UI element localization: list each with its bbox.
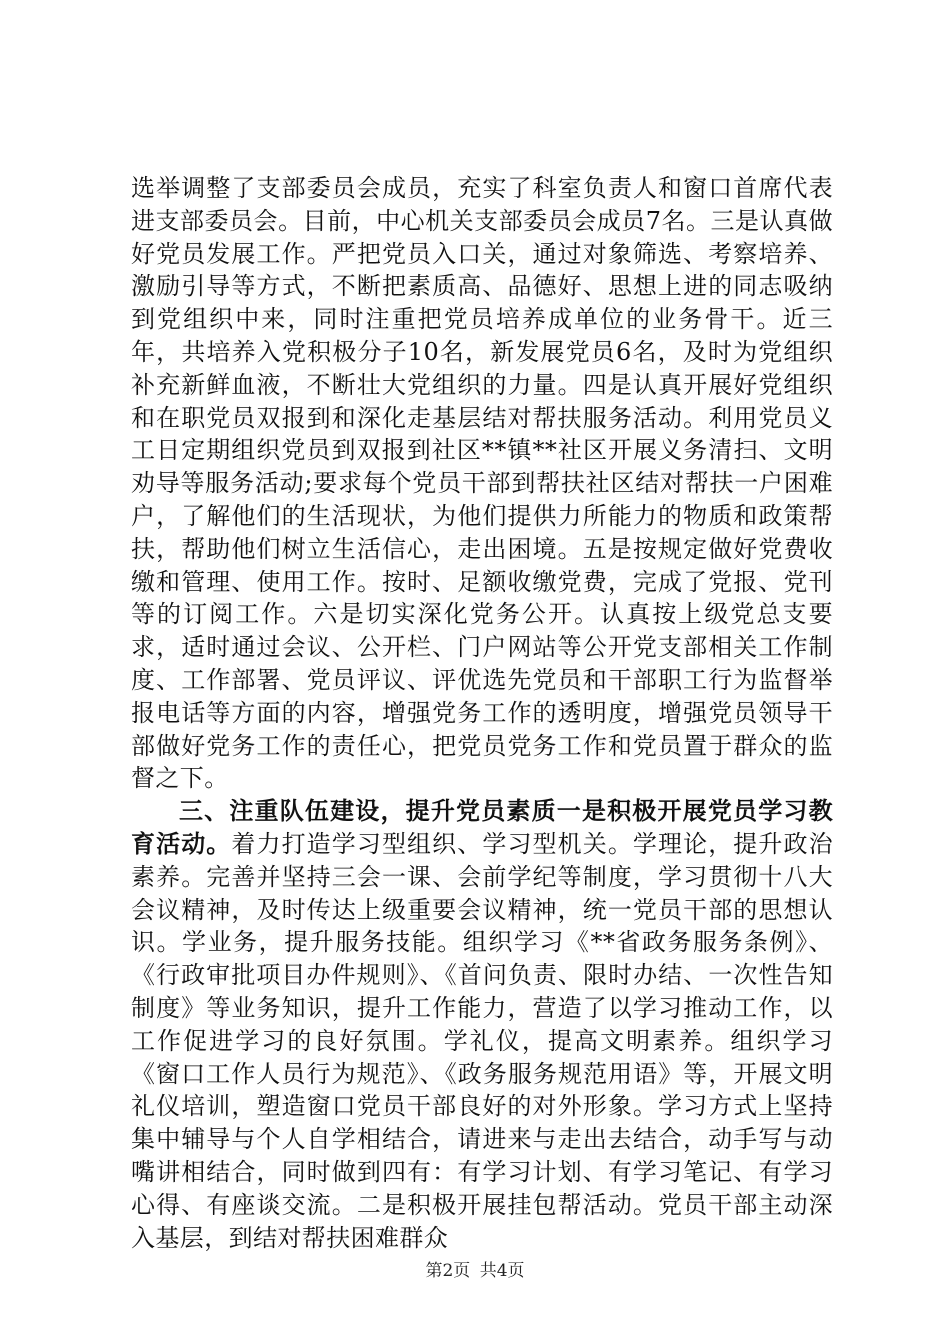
page-footer (0, 1256, 950, 1281)
paragraph-2-text: 着力打造学习型组织、学习型机关。学理论，提升政治素养。完善并坚持三会一课、会前学纪等制度，学习贯彻十八大会议精神，及时传达上级重要会议精神，统一党员干部的思想认识。学业务，提升服务技能。组织学习《**省政务服务条例》、《行政审批项目办件规则》、《首问负责、限时办结、一次性告知制度》等业务知识，提升工作能力，营造了以学习推动工作，以工作促进学习的良好氛围。学礼仪，提高文明素养。组织学习《窗口工作人员行为规范》、《政务服务规范用语》等，开展文明礼仪培训，塑造窗口党员干部良好的对外形象。学习方式上坚持集中辅导与个人自学相结合，请进来与走出去结合，动手写与动嘴讲相结合，同时做到四有：有学习计划、有学习笔记、有学习心得、有座谈交流。二是积极开展挂包帮活动。党员干部主动深入基层，到结对帮扶困难群众 (131, 829, 833, 1252)
paragraph-1: 选举调整了支部委员会成员，充实了科室负责人和窗口首席代表进支部委员会。目前，中心机关支部委员会成员7名。三是认真做好党员发展工作。严把党员入口关，通过对象筛选、考察培养、激励引导等方式，不断把素质高、品德好、思想上进的同志吸纳到党组织中来，同时注重把党员培养成单位的业务骨干。近三年，共培养入党积极分子10名，新发展党员6名，及时为党组织补充新鲜血液，不断壮大党组织的力量。四是认真开展好党组织和在职党员双报到和深化走基层结对帮扶服务活动。利用党员义工日定期组织党员到双报到社区**镇**社区开展义务清扫、文明劝导等服务活动;要求每个党员干部到帮扶社区结对帮扶一户困难户，了解他们的生活现状，为他们提供力所能力的物质和政策帮扶，帮助他们树立生活信心，走出困境。五是按规定做好党费收缴和管理、使用工作。按时、足额收缴党费，完成了党报、党刊等的订阅工作。六是切实深化党务公开。认真按上级党总支要求，适时通过会议、公开栏、门户网站等公开党支部相关工作制度、工作部署、党员评议、评优选先党员和干部职工行为监督举报电话等方面的内容，增强党务工作的透明度，增强党员领导干部做好党务工作的责任心，把党员党务工作和党员置于群众的监督之下。 (131, 174, 833, 793)
page-number: 第2页 (425, 1261, 471, 1281)
page-total: 共4页 (479, 1261, 525, 1281)
paragraph-2 (131, 795, 833, 1254)
document-body (131, 172, 833, 1254)
section-heading-3: 三、注重队伍建设，提升党员素质一是积极开展党员学习教育活动。 (131, 796, 833, 858)
